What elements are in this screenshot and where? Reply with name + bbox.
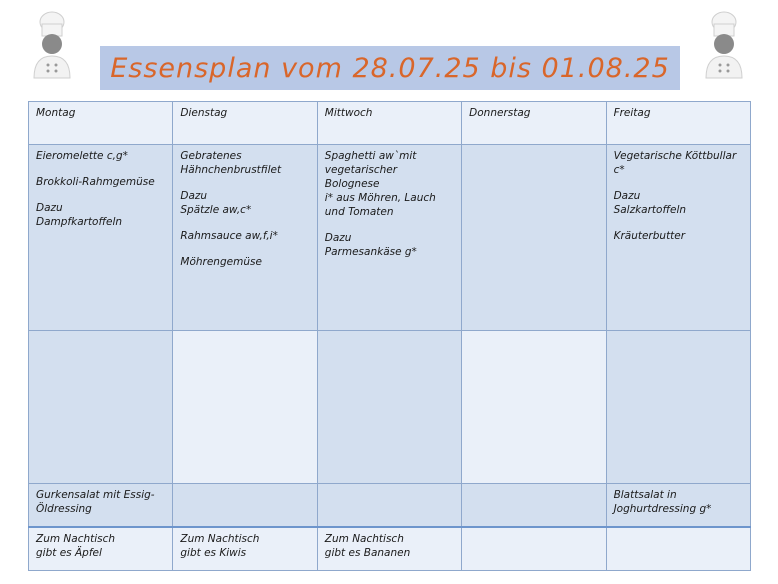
page-title: Essensplan vom 28.07.25 bis 01.08.25 <box>110 52 670 84</box>
salad-cell <box>606 484 750 528</box>
line-gap <box>180 177 309 189</box>
line-gap <box>325 219 454 231</box>
line-gap <box>180 217 309 229</box>
title-banner <box>100 46 680 90</box>
menu-line: Gurkensalat mit Essig- <box>36 489 155 501</box>
main-dish-cell <box>606 145 750 331</box>
menu-line: gibt es Kiwis <box>180 547 247 559</box>
empty-cell <box>462 331 606 484</box>
empty-cell <box>606 331 750 484</box>
dessert-cell <box>462 527 606 571</box>
dessert-cell <box>29 527 173 571</box>
menu-line: gibt es Bananen <box>324 547 411 559</box>
menu-line: Kräuterbutter <box>613 230 686 242</box>
dessert-cell <box>606 527 750 571</box>
menu-line: Dampfkartoffeln <box>36 216 123 228</box>
menu-line: Zum Nachtisch <box>180 533 260 545</box>
empty-row <box>29 331 751 484</box>
menu-line: gibt es Äpfel <box>36 547 102 559</box>
menu-line: Dazu <box>613 190 641 202</box>
menu-line: Gebratenes <box>180 150 242 162</box>
empty-cell <box>29 331 173 484</box>
line-gap <box>614 217 743 229</box>
menu-line: Brokkoli-Rahmgemüse <box>36 176 155 188</box>
day-header-tuesday: Dienstag <box>173 102 317 145</box>
main-dish-cell <box>29 145 173 331</box>
menu-line: und Tomaten <box>324 206 394 218</box>
dessert-cell <box>173 527 317 571</box>
menu-line: Joghurtdressing g* <box>613 503 712 515</box>
menu-line: Blattsalat in <box>613 489 677 501</box>
menu-line: Zum Nachtisch <box>36 533 116 545</box>
menu-line: Hähnchenbrustfilet <box>180 164 282 176</box>
menu-line: Spätzle aw,c* <box>180 204 252 216</box>
line-gap <box>180 243 309 255</box>
day-header-monday: Montag <box>29 102 173 145</box>
dessert-cell <box>317 527 461 571</box>
day-header-friday: Freitag <box>606 102 750 145</box>
salad-cell <box>317 484 461 528</box>
menu-line: Eieromelette c,g* <box>36 150 128 162</box>
main-dish-cell <box>462 145 606 331</box>
day-header-thursday: Donnerstag <box>462 102 606 145</box>
menu-line: Dazu <box>36 202 63 214</box>
meal-plan-table <box>28 101 751 571</box>
menu-line: Salzkartoffeln <box>613 204 687 216</box>
empty-cell <box>317 331 461 484</box>
line-gap <box>36 163 165 175</box>
menu-line: Rahmsauce aw,f,i* <box>180 230 278 242</box>
dessert-row <box>29 527 751 571</box>
line-gap <box>36 189 165 201</box>
menu-line: Möhrengemüse <box>180 256 262 268</box>
day-header-row <box>29 102 751 145</box>
chef-icon <box>28 10 76 80</box>
menu-line: Dazu <box>324 232 352 244</box>
menu-line: Zum Nachtisch <box>324 533 404 545</box>
menu-line: Öldressing <box>36 503 92 515</box>
main-dish-cell <box>173 145 317 331</box>
main-dish-cell <box>317 145 461 331</box>
salad-cell <box>29 484 173 528</box>
salad-cell <box>173 484 317 528</box>
salad-row <box>29 484 751 528</box>
menu-line: i* aus Möhren, Lauch <box>324 192 436 204</box>
main-dish-row <box>29 145 751 331</box>
day-header-wednesday: Mittwoch <box>317 102 461 145</box>
chef-icon <box>700 10 748 80</box>
empty-cell <box>173 331 317 484</box>
menu-line: Parmesankäse g* <box>324 246 417 258</box>
line-gap <box>614 177 743 189</box>
menu-line: Spaghetti aw`mit <box>324 150 417 162</box>
menu-line: c* <box>613 164 625 176</box>
menu-line: vegetarischer Bolognese <box>324 164 401 190</box>
menu-line: Vegetarische Köttbullar <box>613 150 737 162</box>
salad-cell <box>462 484 606 528</box>
menu-line: Dazu <box>180 190 208 202</box>
